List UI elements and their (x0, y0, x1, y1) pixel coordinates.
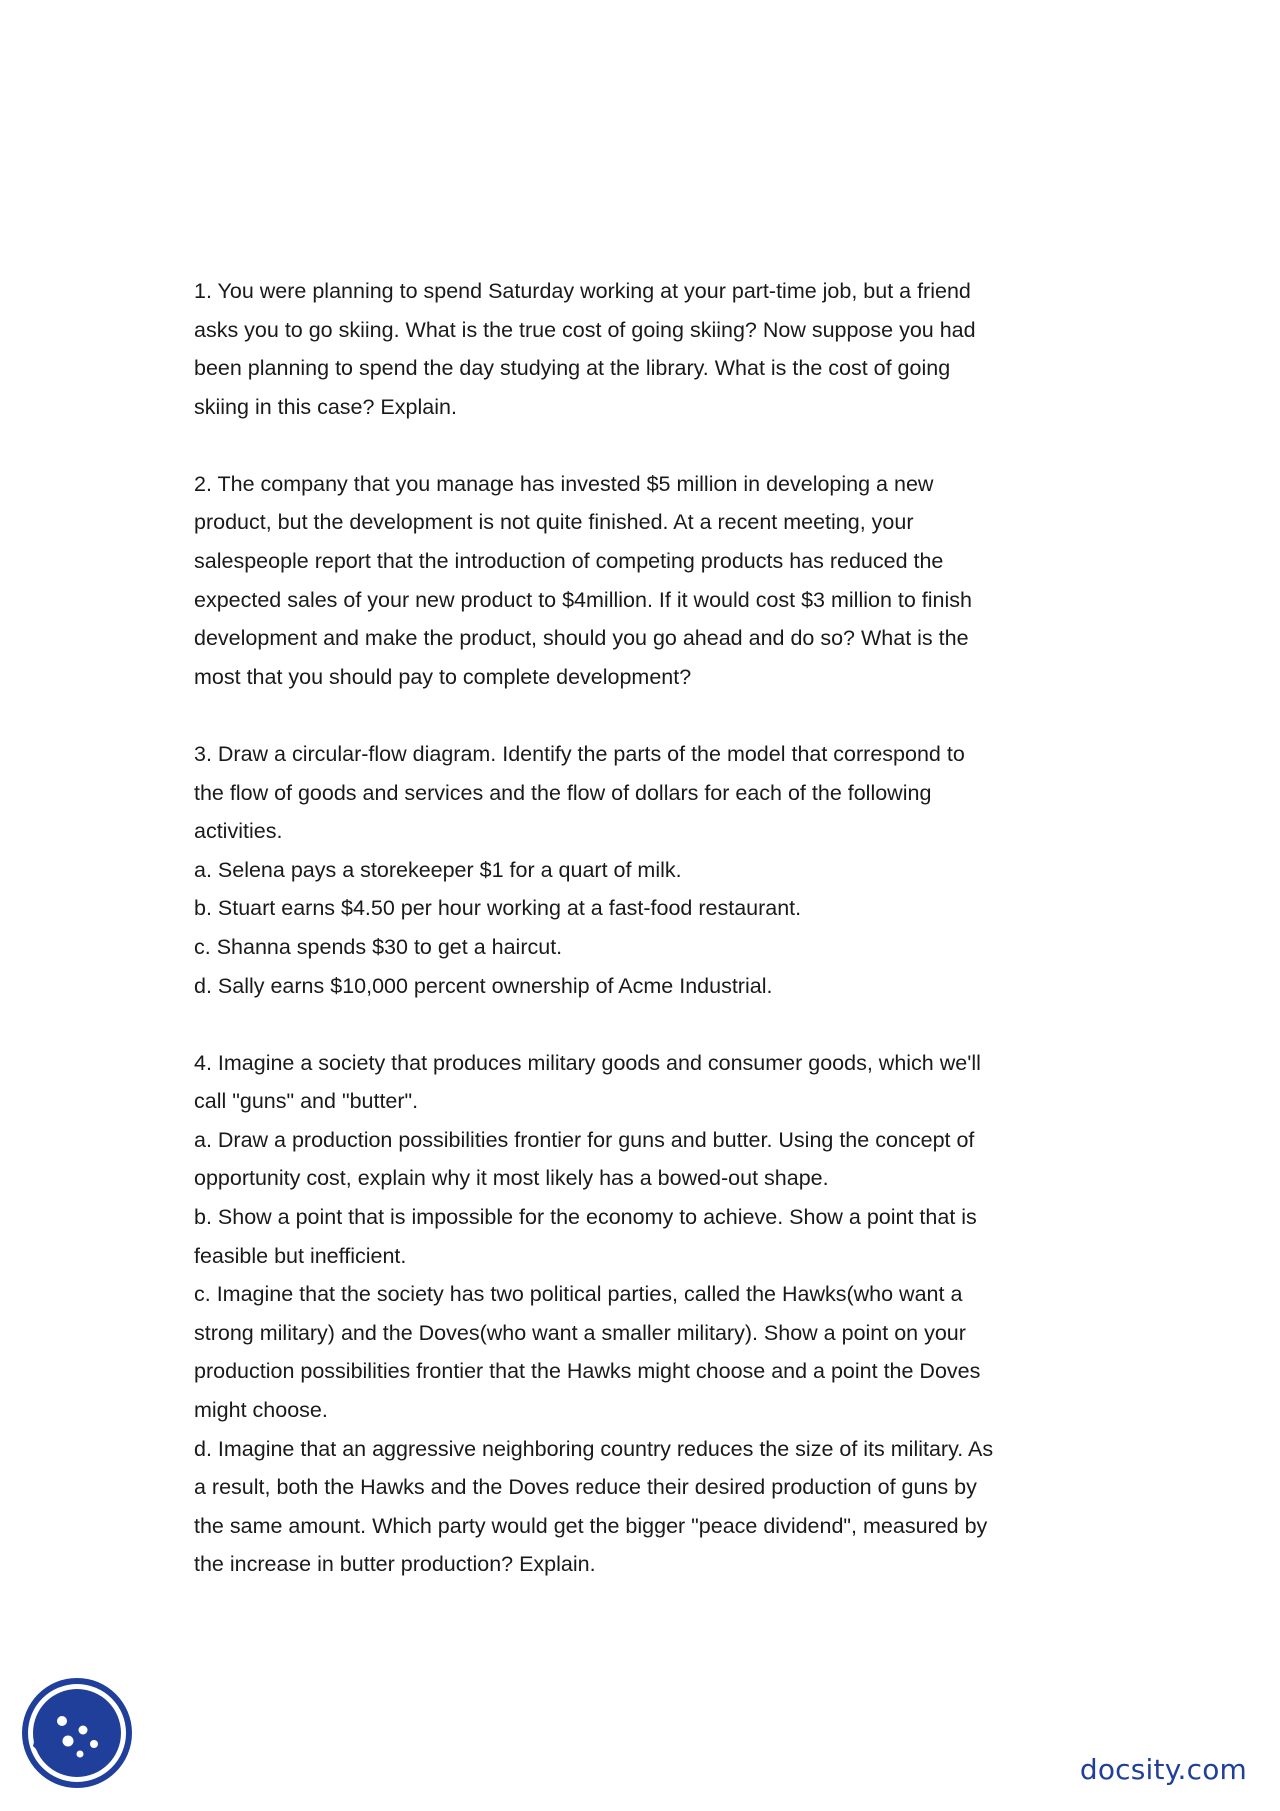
text-line: call "guns" and "butter". (194, 1089, 419, 1114)
text-line: the same amount. Which party would get the bigger "peace dividend", measured by (194, 1513, 988, 1538)
text-line: production possibilities frontier that the Hawks might choose and a point the Doves (194, 1359, 981, 1384)
text-line: might choose. (194, 1397, 328, 1422)
text-line: 4. Imagine a society that produces military goods and consumer goods, which we'll (194, 1050, 981, 1075)
text-line: development and make the product, should you go ahead and do so? What is the (194, 626, 969, 651)
text-line: strong military) and the Doves(who want a smaller military). Show a point on your (194, 1320, 966, 1345)
text-line: skiing in this case? Explain. (194, 394, 457, 419)
text-line: salespeople report that the introduction of competing products has reduced the (194, 549, 944, 574)
text-line: product, but the development is not quite finished. At a recent meeting, your (194, 510, 914, 535)
text-line: c. Imagine that the society has two political parties, called the Hawks(who want a (194, 1282, 963, 1307)
docsity-logo-icon[interactable] (20, 1676, 134, 1790)
question-2 (194, 465, 1094, 697)
text-line: asks you to go skiing. What is the true cost of going skiing? Now suppose you had (194, 317, 976, 342)
text-line: feasible but inefficient. (194, 1243, 407, 1268)
text-line: 1. You were planning to spend Saturday working at your part-time job, but a friend (194, 279, 971, 303)
text-line: a. Selena pays a storekeeper $1 for a quart of milk. (194, 857, 682, 882)
question-3 (194, 735, 1094, 1005)
text-line: opportunity cost, explain why it most likely has a bowed-out shape. (194, 1166, 829, 1191)
text-line: the flow of goods and services and the flow of dollars for each of the following (194, 780, 932, 805)
text-line: 2. The company that you manage has invested $5 million in developing a new (194, 471, 934, 496)
text-line: most that you should pay to complete development? (194, 664, 692, 689)
text-line: a result, both the Hawks and the Doves reduce their desired production of guns by (194, 1475, 977, 1500)
text-line: 3. Draw a circular-flow diagram. Identify the parts of the model that correspond to (194, 741, 965, 766)
text-line: c. Shanna spends $30 to get a haircut. (194, 934, 563, 959)
question-1 (194, 272, 1094, 426)
text-line: d. Imagine that an aggressive neighboring country reduces the size of its military. As (194, 1436, 994, 1461)
text-line: b. Show a point that is impossible for the economy to achieve. Show a point that is (194, 1204, 977, 1229)
text-line: expected sales of your new product to $4million. If it would cost $3 million to finish (194, 587, 972, 612)
text-line: a. Draw a production possibilities frontier for guns and butter. Using the concept of (194, 1127, 975, 1152)
text-line: been planning to spend the day studying at the library. What is the cost of going (194, 356, 951, 381)
text-line: b. Stuart earns $4.50 per hour working at a fast-food restaurant. (194, 896, 802, 921)
brand-link[interactable]: docsity.com (1079, 1753, 1247, 1786)
text-line: d. Sally earns $10,000 percent ownership of Acme Industrial. (194, 973, 773, 998)
logo-graphic (20, 1676, 134, 1790)
document-body (194, 272, 1094, 1622)
text-line: the increase in butter production? Explain. (194, 1552, 596, 1577)
text-line: activities. (194, 819, 283, 844)
question-4 (194, 1044, 1094, 1584)
